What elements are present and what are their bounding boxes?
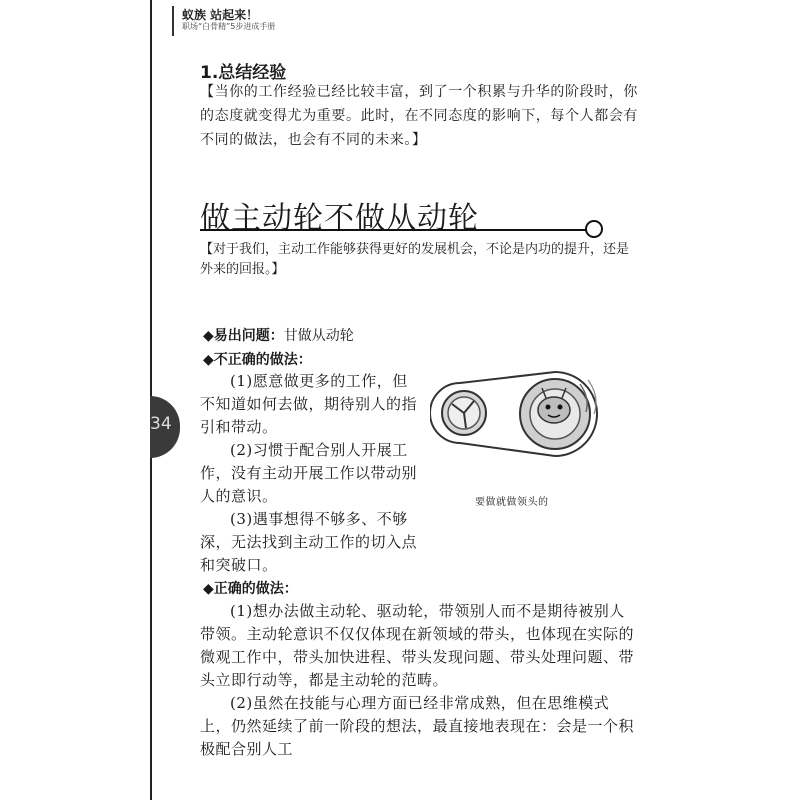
section-intro: 【当你的工作经验已经比较丰富，到了一个积累与升华的阶段时，你的态度就变得尤为重要。此时，在不同态度的影响下，每个人都会有不同的做法，也会有不同的未来。】	[200, 84, 638, 148]
title-underline	[200, 229, 586, 231]
wrong-item-1: (1)愿意做更多的工作，但不知道如何去做，期待别人的指引和带动。	[200, 372, 418, 436]
header-rule	[172, 6, 174, 36]
header-subtitle: 职场“白骨精”5步进成手册	[182, 22, 276, 31]
figure-caption: 要做就做领头的	[475, 497, 549, 508]
page-number: 34	[150, 414, 172, 434]
wrong-item-2: (2)习惯于配合别人开展工作，没有主动开展工作以带动别人的意识。	[200, 441, 418, 505]
problem-line	[203, 325, 354, 345]
problem-text: 甘做从动轮	[283, 328, 354, 344]
header-title: 蚁族 站起来！	[182, 8, 259, 22]
problem-label: ◆易出问题：	[203, 328, 284, 344]
right-item-2: (2)虽然在技能与心理方面已经非常成熟，但在思维模式上，仍然延续了前一阶段的想法，最直接地表现在：会是一个积极配合别人工	[200, 694, 635, 758]
right-item-1: (1)想办法做主动轮、驱动轮，带领别人而不是期待被别人带领。主动轮意识不仅仅体现在新领域的带头，也体现在实际的微观工作中，带头加快进程、带头发现问题、带头处理问题、带头立即行动等，都是主动轮的范畴。	[200, 602, 635, 689]
article-intro: 【对于我们，主动工作能够获得更好的发展机会，不论是内功的提升，还是外来的回报。】	[200, 242, 630, 277]
wrong-heading: ◆不正确的做法：	[203, 352, 312, 368]
right-heading: ◆正确的做法：	[203, 581, 298, 597]
article-title: 做主动轮不做从动轮	[200, 201, 479, 236]
belt-wheel-illustration	[430, 358, 610, 478]
wrong-item-3: (3)遇事想得不够多、不够深，无法找到主动工作的切入点和突破口。	[200, 510, 418, 574]
title-circle-ornament	[585, 220, 603, 238]
section-title: 1.总结经验	[200, 63, 287, 83]
